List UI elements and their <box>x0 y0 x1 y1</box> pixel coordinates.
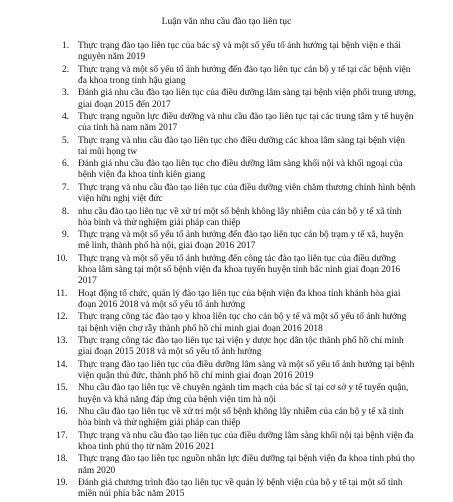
item-text: Thực trạng và một số yếu tố ảnh hưởng đến đào tạo liên tục cán bộ y tế tại các bệnh viện đa khoa trong tỉnh hậu giang <box>78 64 411 86</box>
list-item <box>56 312 416 334</box>
item-text: Thực trạng công tác đào tạo y khoa liên tục cho cán bộ y tế và một số yếu tố ảnh hưởng tại bệnh viện chợ rẫy thành phố hồ chí minh giai đoạn 2016 2018 <box>78 312 407 334</box>
item-number: 2. <box>62 64 70 75</box>
item-number: 10. <box>56 253 68 264</box>
item-number: 6. <box>62 159 70 170</box>
item-text: Thực trạng đào tạo liên tục của bác sỹ và một số yếu tố ảnh hưởng tại bệnh viện e thái nguyên năm 2019 <box>78 41 401 63</box>
item-number: 16. <box>56 407 68 418</box>
list-item <box>56 478 416 500</box>
item-text: Đánh giá nhu cầu đào tạo liên tục cho điều dưỡng lâm sàng khối nội và khối ngoại của bệnh viện đa khoa tỉnh kiên giang <box>78 159 403 181</box>
item-text: Thực trạng và nhu cầu đào tạo liên tục của điều dưỡng lâm sàng khối nội tại bệnh viện đa khoa tỉnh phú thọ từ năm 2016 2021 <box>78 430 414 452</box>
item-number: 1. <box>62 41 70 51</box>
list-item <box>56 383 416 405</box>
list-item <box>62 159 416 181</box>
list-item <box>56 253 416 288</box>
list-item <box>62 207 416 229</box>
item-number: 4. <box>62 111 70 122</box>
list-item <box>56 430 416 453</box>
list-item <box>56 336 416 358</box>
item-text: Thực trạng công tác đào tạo liên tục tại viện y dược học dân tộc thành phố hồ chí minh giai đoạn 2015 2018 và một số yếu tố ảnh hưởng <box>78 336 404 358</box>
item-text: Đánh giá chương trình đào tạo liên tục về quản lý bệnh viện của bộ y tế tại một số tỉnh miền núi phía bắc năm 2015 <box>78 478 403 500</box>
item-number: 8. <box>62 206 70 217</box>
item-number: 17. <box>56 430 68 441</box>
thesis-list <box>56 41 416 502</box>
list-item <box>62 183 416 205</box>
item-text: Thực trạng đào tạo liên tục nguồn nhân lực điều dưỡng tại bệnh viện đa khoa tỉnh phú thọ năm 2020 <box>78 454 415 476</box>
item-text: Đánh giá nhu cầu đào tạo liên tục của điều dưỡng lâm sàng tại bệnh viện phổi trung ương, giai đoạn 2015 đến 2017 <box>78 88 416 110</box>
item-number: 19. <box>56 478 68 489</box>
item-number: 7. <box>62 182 70 193</box>
item-number: 11. <box>56 288 68 299</box>
item-number: 14. <box>56 359 68 370</box>
list-item <box>62 41 416 63</box>
list-item <box>62 112 416 134</box>
list-item <box>62 65 416 87</box>
list-item <box>62 136 416 158</box>
item-number: 3. <box>62 88 70 99</box>
item-number: 15. <box>56 383 68 394</box>
item-number: 18. <box>56 454 68 465</box>
item-text: Thực trạng đào tạo liên tục của điều dưỡng lâm sàng và một số yếu tố ảnh hưởng tại bệnh viện quận thủ đức, thành phố hồ chí minh giai đoạn 2016 2019 <box>78 359 415 381</box>
document-title: Luận văn nhu cầu đào tạo liên tục <box>161 16 292 27</box>
item-text: Hoạt động tổ chức, quản lý đào tạo liên tục của bệnh viện đa khoa tỉnh khánh hòa giai đoạn 2016 2018 và một số yếu tố ảnh hưởng <box>78 288 401 310</box>
item-text: Thực trạng và nhu cầu đào tạo liên tục của điều dưỡng viên chăm thương chỉnh hình bệnh viện hữu nghị việt đức <box>78 182 416 205</box>
list-item <box>56 407 416 429</box>
item-number: 13. <box>56 336 68 347</box>
item-text: Thực trạng nguồn lực điều dưỡng và nhu cầu đào tạo liên tục tại các trung tâm y tế huyện của tỉnh hà nam năm 2017 <box>78 111 414 134</box>
item-text: nhu cầu đào tạo liên tục về xử trí một số bệnh không lây nhiễm của cán bộ y tế xã tỉnh hòa bình và thử nghiệm giải pháp can thiệp <box>78 206 402 228</box>
item-text: Nhu cầu đào tạo liên tục về chuyên ngành tim mạch của bác sĩ tại cơ sở y tế tuyến quận, huyện và khả năng đáp ứng của bệnh viện tim hà nội <box>78 383 409 405</box>
item-text: Thực trạng và một số yếu tố ảnh hưởng đến đào tạo liên tục cán bộ trạm y tế xã, huyện mê linh, thành phố hà nội, giai đoạn 2016 2017 <box>78 230 404 252</box>
list-item <box>62 88 416 110</box>
item-text: Thực trạng và nhu cầu đào tạo liên tục cho điều dưỡng các khoa lâm sàng tại bệnh viện tai mũi họng tw <box>78 135 405 157</box>
item-text: Thực trạng và một số yếu tố ảnh hưởng đến công tác đào tạo liên tục của điều dưỡng khoa lâm sàng tại một số bệnh viện đa khoa tuyến huyện tỉnh bắc ninh giai đoạn 2016 2017 <box>78 253 401 287</box>
item-number: 12. <box>56 312 68 323</box>
list-item <box>56 454 416 476</box>
item-number: 9. <box>62 230 70 241</box>
item-number: 5. <box>62 135 70 146</box>
item-text: Nhu cầu đào tạo liên tục về xử trí một số bệnh không lây nhiễm của cán bộ y tế xã tỉnh hòa bình và thử nghiệm giải pháp can thiệp <box>78 407 404 429</box>
list-item <box>56 288 416 311</box>
list-item <box>62 230 416 252</box>
list-item <box>56 359 416 382</box>
